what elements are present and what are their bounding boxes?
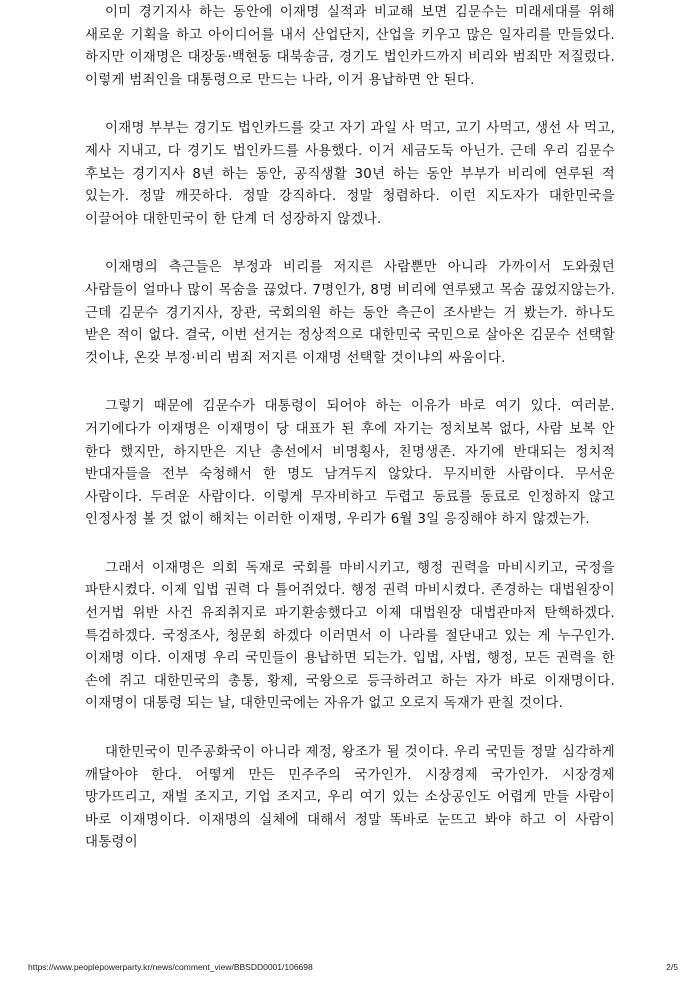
print-footer — [28, 962, 678, 972]
article-body — [85, 2, 615, 881]
paragraph-1: 이미 경기지사 하는 동안에 이재명 실적과 비교해 보면 김문수는 미래세대를 위해 새로운 기획을 하고 아이디어를 내서 산업단지, 산업을 키우고 많은 일자리를 만들었다. 하지만 이재명은 대장동·백현동 대북송금, 경기도 법인카드까지 비리와 범죄만 저질렀다. 이렇게 범죄인을 대통령으로 만드는 나라, 이거 용납하면 안 된다. — [85, 5, 615, 88]
paragraph-3: 이재명의 측근들은 부정과 비리를 저지른 사람뿐만 아니라 가까이서 도와줬던 사람들이 얼마나 많이 목숨을 끊었다. 7명인가, 8명 비리에 연루됐고 목숨 끊었지않는가. 근데 김문수 경기지사, 장관, 국회의원 하는 동안 측근이 조사받는 거 봤는가. 하나도 받은 적이 없다. 결국, 이번 선거는 정상적으로 대한민국 국민으로 살아온 김문수 선택할 것이냐, 온갖 부정·비리 범죄 저지른 이재명 선택할 것이냐의 싸움이다. — [85, 260, 615, 366]
paragraph-5: 그래서 이재명은 의회 독재로 국회를 마비시키고, 행정 권력을 마비시키고, 국정을 파탄시켰다. 이제 입법 권력 다 틀어쥐었다. 행정 권력 마비시켰다. 존경하는 대법원장이 선거법 위반 사건 유죄취지로 파기환송했다고 이제 대법원장 대법관마저 탄핵하겠다. 특검하겠다. 국정조사, 청문회 하겠다 이러면서 이 나라를 절단내고 있는 게 누구인가. 이재명 이다. 이재명 우리 국민들이 용납하면 되는가. 입법, 사법, 행정, 모든 권력을 한 손에 쥐고 대한민국의 총통, 황제, 국왕으로 등극하려고 하는 자가 바로 이재명이다. 이재명이 대통령 되는 날, 대한민국에는 자유가 없고 오로지 독재가 판칠 것이다. — [85, 560, 615, 712]
footer-url: https://www.peoplepowerparty.kr/news/comment_view/BBSDD0001/106698 — [28, 962, 313, 972]
paragraph-6: 대한민국이 민주공화국이 아니라 제정, 왕조가 될 것이다. 우리 국민들 정말 심각하게 깨달아야 한다. 어떻게 만든 민주주의 국가인가. 시장경제 국가인가. 시장경제 망가뜨리고, 재벌 조지고, 기업 조지고, 우리 여기 있는 소상공인도 어렵게 만들 사람이 바로 이재명이다. 이재명의 실체에 대해서 정말 똑바로 눈뜨고 봐야 하고 이 사람이 대통령이 — [85, 745, 615, 851]
paragraph-4: 그렇기 때문에 김문수가 대통령이 되어야 하는 이유가 바로 여기 있다. 여러분. 거기에다가 이재명은 이재명이 당 대표가 된 후에 자기는 정치보복 없다, 사람 보복 안 한다 했지만, 하지만은 지난 총선에서 비명횡사, 친명생존. 자기에 반대되는 정치적 반대자들을 전부 숙청해서 한 명도 남겨두지 않았다. 무지비한 사람이다. 무서운 사람이다. 두려운 사람이다. 이렇게 무자비하고 두렵고 동료를 동료로 인정하지 않고 인정사정 볼 것 없이 해치는 이러한 이재명, 우리가 6월 3일 응징해야 하지 않겠는가. — [85, 399, 615, 528]
page-number: 2/5 — [666, 962, 678, 972]
paragraph-2: 이재명 부부는 경기도 법인카드를 갖고 자기 과일 사 먹고, 고기 사먹고, 생선 사 먹고, 제사 지내고, 다 경기도 법인카드를 사용했다. 이거 세금도둑 아닌가. 근데 우리 김문수 후보는 경기지사 8년 하는 동안, 공직생활 30년 하는 동안 부부가 비리에 연루된 적 있는가. 정말 깨끗하다. 정말 강직하다. 정말 청렴하다. 이런 지도자가 대한민국을 이끌어야 대한민국이 한 단계 더 성장하지 않겠나. — [85, 121, 615, 227]
